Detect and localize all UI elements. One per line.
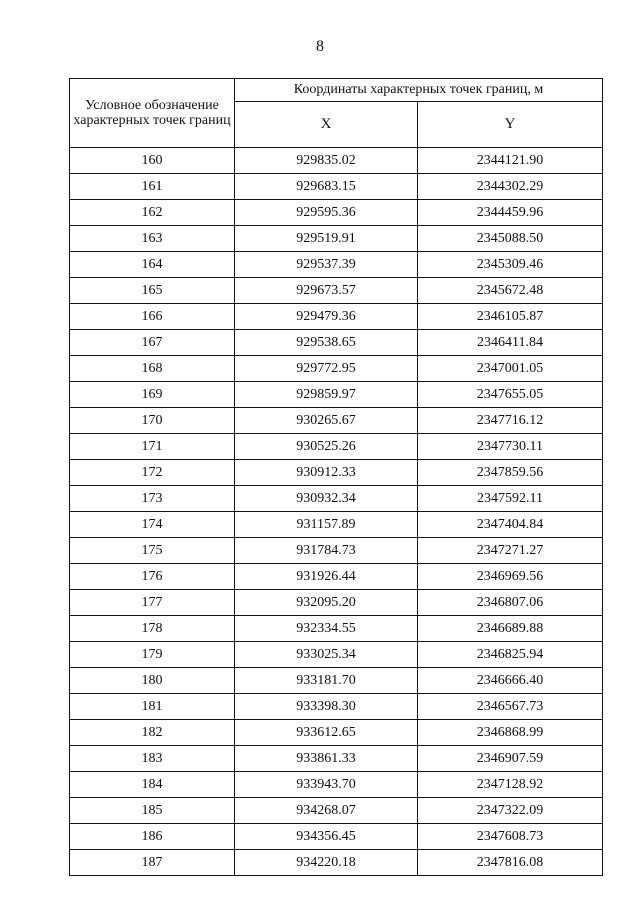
x-coordinate-cell: 930912.33 <box>235 460 418 486</box>
x-coordinate-cell: 929683.15 <box>235 174 418 200</box>
y-coordinate-cell: 2346868.99 <box>418 720 603 746</box>
table-row <box>70 642 603 668</box>
x-coordinate-cell: 933025.34 <box>235 642 418 668</box>
table-row <box>70 200 603 226</box>
x-coordinate-cell: 932334.55 <box>235 616 418 642</box>
table-row <box>70 850 603 876</box>
table-row <box>70 278 603 304</box>
y-column-header: Y <box>418 102 603 148</box>
x-coordinate-cell: 929835.02 <box>235 148 418 174</box>
y-coordinate-cell: 2347730.11 <box>418 434 603 460</box>
table-row <box>70 486 603 512</box>
x-coordinate-cell: 934268.07 <box>235 798 418 824</box>
point-number-cell: 176 <box>70 564 235 590</box>
point-number-cell: 167 <box>70 330 235 356</box>
point-number-cell: 180 <box>70 668 235 694</box>
x-coordinate-cell: 930525.26 <box>235 434 418 460</box>
point-number-cell: 178 <box>70 616 235 642</box>
y-coordinate-cell: 2347859.56 <box>418 460 603 486</box>
coordinates-table <box>69 78 603 876</box>
x-coordinate-cell: 933181.70 <box>235 668 418 694</box>
y-coordinate-cell: 2347816.08 <box>418 850 603 876</box>
point-number-cell: 183 <box>70 746 235 772</box>
x-coordinate-cell: 933398.30 <box>235 694 418 720</box>
x-coordinate-cell: 934356.45 <box>235 824 418 850</box>
y-coordinate-cell: 2346666.40 <box>418 668 603 694</box>
x-coordinate-cell: 929538.65 <box>235 330 418 356</box>
x-coordinate-cell: 933943.70 <box>235 772 418 798</box>
point-number-cell: 187 <box>70 850 235 876</box>
point-number-cell: 163 <box>70 226 235 252</box>
y-coordinate-cell: 2347271.27 <box>418 538 603 564</box>
page-number: 8 <box>316 38 324 55</box>
point-number-cell: 182 <box>70 720 235 746</box>
table-row <box>70 564 603 590</box>
x-coordinate-cell: 929537.39 <box>235 252 418 278</box>
point-number-cell: 161 <box>70 174 235 200</box>
y-coordinate-cell: 2347404.84 <box>418 512 603 538</box>
table-row <box>70 330 603 356</box>
table-row <box>70 616 603 642</box>
x-coordinate-cell: 931926.44 <box>235 564 418 590</box>
table-row <box>70 694 603 720</box>
table-row <box>70 304 603 330</box>
y-coordinate-cell: 2347592.11 <box>418 486 603 512</box>
x-coordinate-cell: 931157.89 <box>235 512 418 538</box>
x-coordinate-cell: 929859.97 <box>235 382 418 408</box>
x-coordinate-cell: 929519.91 <box>235 226 418 252</box>
table-row <box>70 746 603 772</box>
x-coordinate-cell: 933861.33 <box>235 746 418 772</box>
point-number-cell: 173 <box>70 486 235 512</box>
y-coordinate-cell: 2344302.29 <box>418 174 603 200</box>
y-coordinate-cell: 2346105.87 <box>418 304 603 330</box>
point-designation-header: Условное обозначение характерных точек границ <box>70 79 235 148</box>
x-column-header: X <box>235 102 418 148</box>
point-number-cell: 166 <box>70 304 235 330</box>
y-coordinate-cell: 2347608.73 <box>418 824 603 850</box>
y-coordinate-cell: 2346807.06 <box>418 590 603 616</box>
table-row <box>70 174 603 200</box>
table-row <box>70 720 603 746</box>
table-row <box>70 356 603 382</box>
x-coordinate-cell: 929772.95 <box>235 356 418 382</box>
table-row <box>70 252 603 278</box>
point-number-cell: 185 <box>70 798 235 824</box>
y-coordinate-cell: 2346689.88 <box>418 616 603 642</box>
x-coordinate-cell: 929595.36 <box>235 200 418 226</box>
point-number-cell: 169 <box>70 382 235 408</box>
y-coordinate-cell: 2347001.05 <box>418 356 603 382</box>
x-coordinate-cell: 934220.18 <box>235 850 418 876</box>
point-number-cell: 171 <box>70 434 235 460</box>
table-row <box>70 538 603 564</box>
y-coordinate-cell: 2347655.05 <box>418 382 603 408</box>
y-coordinate-cell: 2347322.09 <box>418 798 603 824</box>
table-row <box>70 824 603 850</box>
table-header <box>70 79 603 148</box>
point-number-cell: 179 <box>70 642 235 668</box>
point-number-cell: 160 <box>70 148 235 174</box>
table-row <box>70 512 603 538</box>
y-coordinate-cell: 2346825.94 <box>418 642 603 668</box>
table-row <box>70 434 603 460</box>
table-row <box>70 382 603 408</box>
table-row <box>70 798 603 824</box>
x-coordinate-cell: 930932.34 <box>235 486 418 512</box>
x-coordinate-cell: 929673.57 <box>235 278 418 304</box>
point-number-cell: 172 <box>70 460 235 486</box>
y-coordinate-cell: 2346969.56 <box>418 564 603 590</box>
x-coordinate-cell: 930265.67 <box>235 408 418 434</box>
y-coordinate-cell: 2346567.73 <box>418 694 603 720</box>
table-row <box>70 668 603 694</box>
table-row <box>70 772 603 798</box>
x-coordinate-cell: 932095.20 <box>235 590 418 616</box>
point-number-cell: 165 <box>70 278 235 304</box>
table-row <box>70 590 603 616</box>
y-coordinate-cell: 2344459.96 <box>418 200 603 226</box>
coordinates-header: Координаты характерных точек границ, м <box>235 79 603 102</box>
y-coordinate-cell: 2344121.90 <box>418 148 603 174</box>
table-row <box>70 408 603 434</box>
y-coordinate-cell: 2347128.92 <box>418 772 603 798</box>
y-coordinate-cell: 2347716.12 <box>418 408 603 434</box>
x-coordinate-cell: 933612.65 <box>235 720 418 746</box>
point-number-cell: 168 <box>70 356 235 382</box>
point-number-cell: 175 <box>70 538 235 564</box>
table-row <box>70 460 603 486</box>
point-number-cell: 181 <box>70 694 235 720</box>
table-body <box>70 148 603 876</box>
point-number-cell: 186 <box>70 824 235 850</box>
y-coordinate-cell: 2346411.84 <box>418 330 603 356</box>
point-number-cell: 162 <box>70 200 235 226</box>
y-coordinate-cell: 2345672.48 <box>418 278 603 304</box>
y-coordinate-cell: 2345309.46 <box>418 252 603 278</box>
y-coordinate-cell: 2346907.59 <box>418 746 603 772</box>
y-coordinate-cell: 2345088.50 <box>418 226 603 252</box>
point-number-cell: 177 <box>70 590 235 616</box>
point-number-cell: 170 <box>70 408 235 434</box>
table-row <box>70 148 603 174</box>
point-number-cell: 184 <box>70 772 235 798</box>
point-number-cell: 164 <box>70 252 235 278</box>
point-number-cell: 174 <box>70 512 235 538</box>
x-coordinate-cell: 931784.73 <box>235 538 418 564</box>
x-coordinate-cell: 929479.36 <box>235 304 418 330</box>
table-row <box>70 226 603 252</box>
